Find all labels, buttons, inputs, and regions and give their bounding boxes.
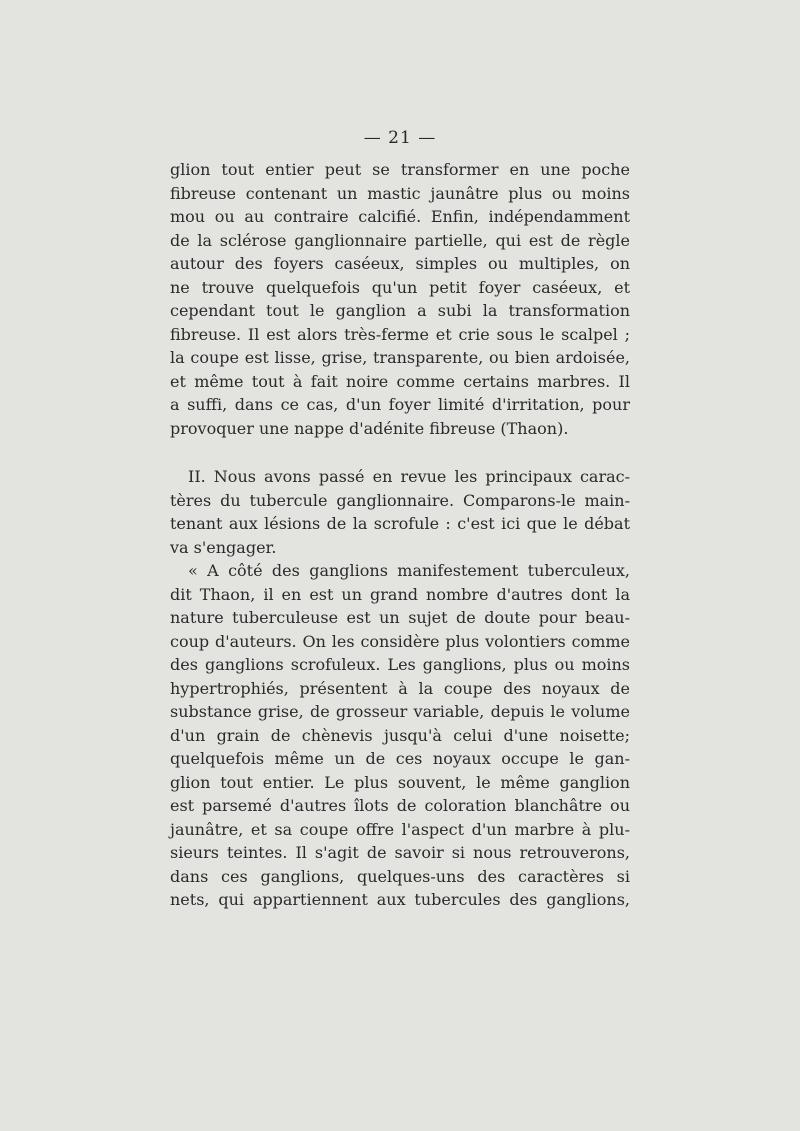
text-line: hypertrophiés, présentent à la coupe des noyaux de — [170, 678, 630, 698]
text-line: glion tout entier peut se transformer en une poche — [170, 160, 630, 179]
page-number: — 21 — — [363, 128, 437, 148]
text-line: tenant aux lésions de la scrofule : c'est ici que le débat — [170, 514, 630, 533]
text-line: d'un grain de chènevis jusqu'à celui d'une noisette; — [170, 725, 630, 745]
text-line: et même tout à fait noire comme certains marbres. Il — [170, 371, 630, 391]
text-line: provoquer une nappe d'adénite fibreuse (Thaon). — [170, 418, 569, 438]
text-line: a suffi, dans ce cas, d'un foyer limité d'irritation, pour — [170, 395, 630, 414]
text-line: cependant tout le ganglion a subi la transformation — [170, 301, 630, 320]
text-line: va s'engager. — [170, 537, 277, 557]
text-line: « A côté des ganglions manifestement tuberculeux, — [188, 561, 630, 580]
text-line: substance grise, de grosseur variable, depuis le volume — [170, 702, 630, 721]
text-line: fibreuse contenant un mastic jaunâtre plus ou moins — [170, 183, 630, 203]
text-line: des ganglions scrofuleux. Les ganglions, plus ou moins — [170, 655, 630, 674]
section-two — [170, 465, 630, 912]
text-line: sieurs teintes. Il s'agit de savoir si nous retrouverons, — [170, 843, 630, 862]
text-line: autour des foyers caséeux, simples ou multiples, on — [170, 254, 630, 273]
text-line: fibreuse. Il est alors très-ferme et crie sous le scalpel ; — [170, 324, 630, 344]
text-line: ne trouve quelquefois qu'un petit foyer caséeux, et — [170, 277, 630, 297]
text-line: jaunâtre, et sa coupe offre l'aspect d'un marbre à plu- — [170, 819, 630, 839]
text-line: II. Nous avons passé en revue les principaux carac- — [188, 467, 630, 486]
text-line: tères du tubercule ganglionnaire. Comparons-le main- — [170, 490, 630, 510]
text-line: quelquefois même un de ces noyaux occupe le gan- — [170, 749, 630, 768]
text-line: dit Thaon, il en est un grand nombre d'autres dont la — [170, 584, 630, 604]
text-line: nets, qui appartiennent aux tubercules des ganglions, — [170, 890, 630, 909]
text-line: coup d'auteurs. On les considère plus volontiers comme — [170, 631, 630, 651]
paragraph-continuation — [170, 158, 630, 440]
text-line: est parsemé d'autres îlots de coloration blanchâtre ou — [170, 796, 630, 815]
text-line: dans ces ganglions, quelques-uns des caractères si — [170, 866, 630, 886]
text-line: la coupe est lisse, grise, transparente, ou bien ardoisée, — [170, 348, 630, 367]
text-line: nature tuberculeuse est un sujet de doute pour beau- — [170, 608, 630, 627]
text-line: glion tout entier. Le plus souvent, le même ganglion — [170, 772, 630, 792]
text-line: de la sclérose ganglionnaire partielle, qui est de règle — [170, 230, 630, 250]
text-line: mou ou au contraire calcifié. Enfin, indépendamment — [170, 207, 630, 226]
